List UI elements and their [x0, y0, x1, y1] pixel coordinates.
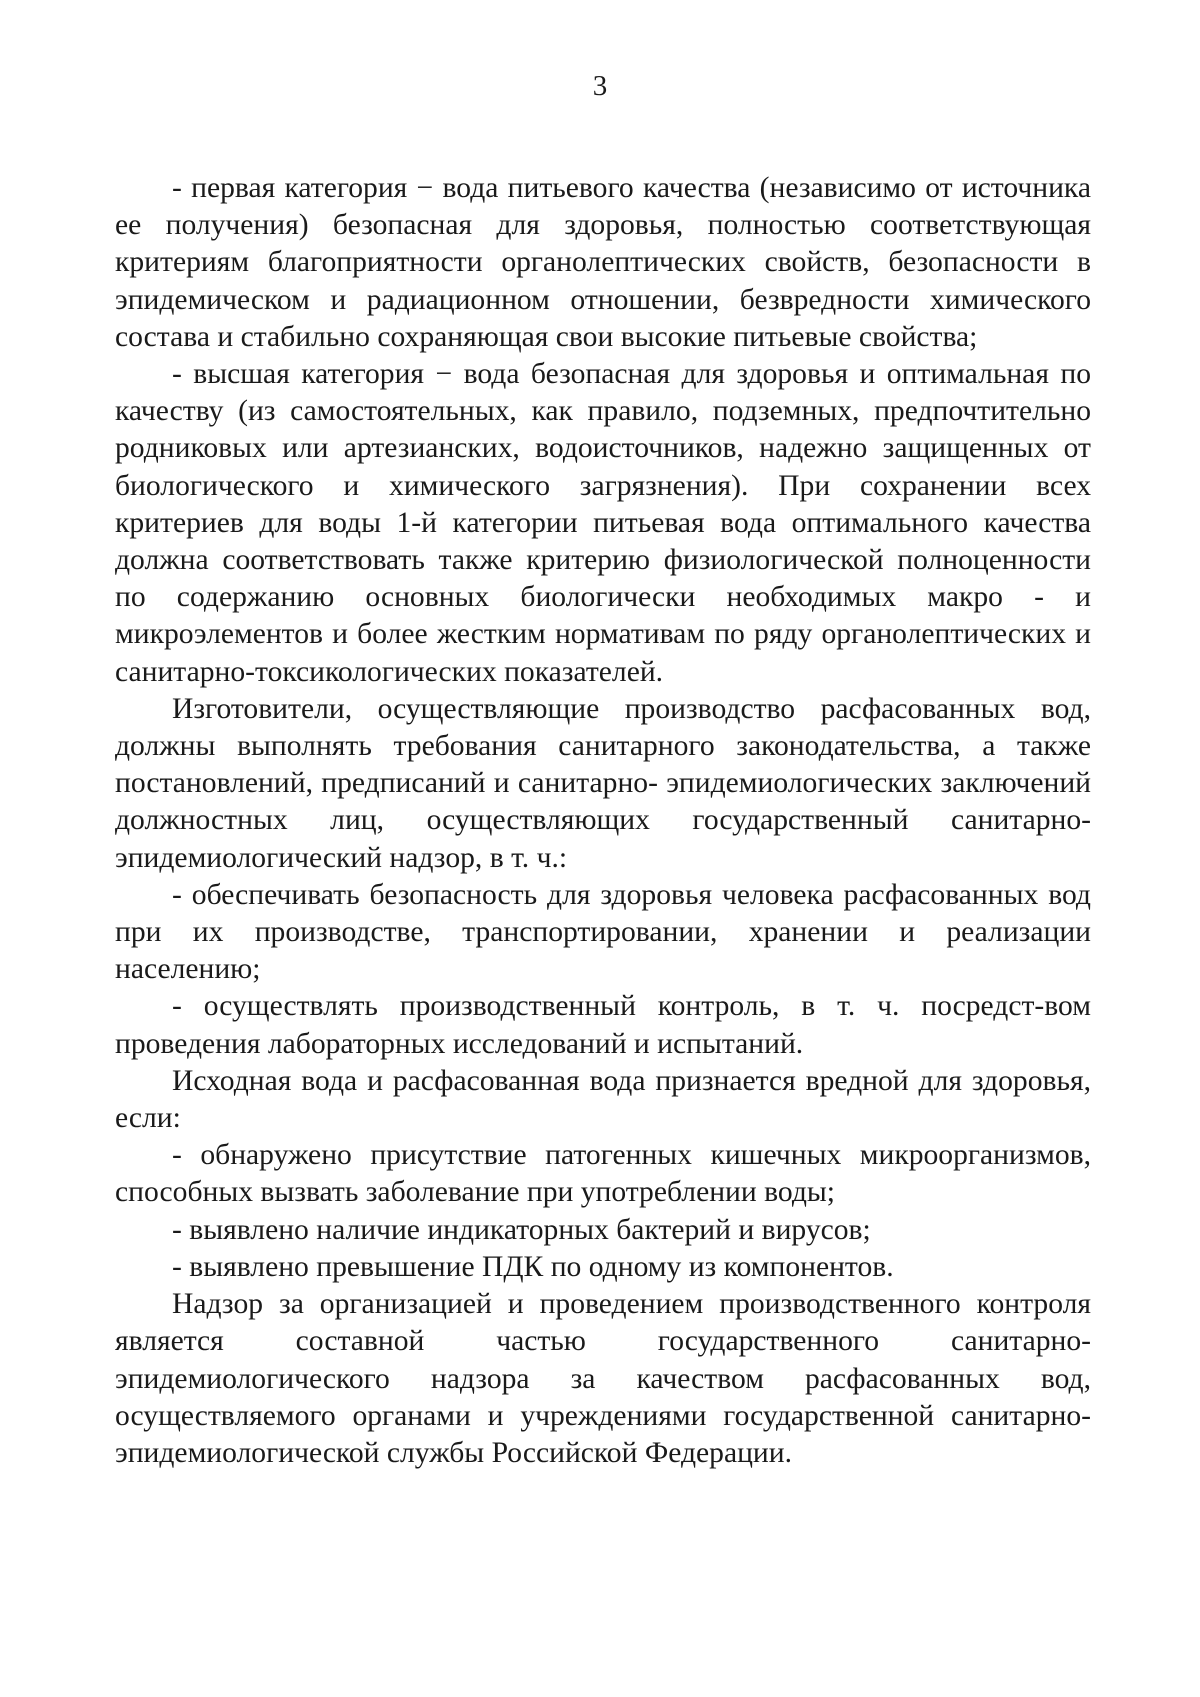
paragraph-manufacturers: Изготовители, осуществляющие производство расфасованных вод, должны выполнять требования санитарного законодательства, а также постановлений, предписаний и санитарно- эпидемиологических заключений должностных лиц, осуществляющих государственный санитарно-эпидемиологический надзор, в т. ч.:	[115, 692, 1091, 874]
paragraph-mpc-exceeded: - выявлено превышение ПДК по одному из компонентов.	[172, 1250, 894, 1283]
paragraph-indicator-bacteria: - выявлено наличие индикаторных бактерий и вирусов;	[172, 1213, 871, 1246]
paragraph-harmful-water: Исходная вода и расфасованная вода признается вредной для здоровья, если:	[115, 1064, 1091, 1135]
document-body	[115, 170, 1091, 1472]
paragraph-ensure-safety: - обеспечивать безопасность для здоровья человека расфасованных вод при их производстве, транспортировании, хранении и реализации населению;	[115, 878, 1091, 986]
page-number: 3	[592, 70, 608, 102]
paragraph-pathogens: - обнаружено присутствие патогенных кишечных микроорганизмов, способных вызвать заболевание при употреблении воды;	[115, 1139, 1091, 1209]
paragraph-production-control: - осуществлять производственный контроль, в т. ч. посредст-вом проведения лабораторных исследований и испытаний.	[115, 990, 1091, 1060]
paragraph-supervision: Надзор за организацией и проведением производственного контроля является составной частью государственного санитарно-эпидемиологического надзора за качеством расфасованных вод, осуществляемого органами и учреждениями государственной санитарно-эпидемиологической службы Российской Федерации.	[115, 1288, 1091, 1469]
paragraph-highest-category: - высшая категория − вода безопасная для здоровья и оптимальная по качеству (из самостоятельных, как правило, подземных, предпочтительно родниковых или артезианских, водоисточников, надежно защищенных от биологического и химического загрязнения). При сохранении всех критериев для воды 1-й категории питьевая вода оптимального качества должна соответствовать также критерию физиологической полноценности по содержанию основных биологически необходимых макро - и микроэлементов и более жестким нормативам по ряду органолептических и санитарно-токсикологических показателей.	[115, 358, 1091, 688]
paragraph-first-category: - первая категория − вода питьевого качества (независимо от источника ее получения) безопасная для здоровья, полностью соответствующая критериям благоприятности органолептических свойств, безопасности в эпидемическом и радиационном отношении, безвредности химического состава и стабильно сохраняющая свои высокие питьевые свойства;	[115, 172, 1091, 353]
